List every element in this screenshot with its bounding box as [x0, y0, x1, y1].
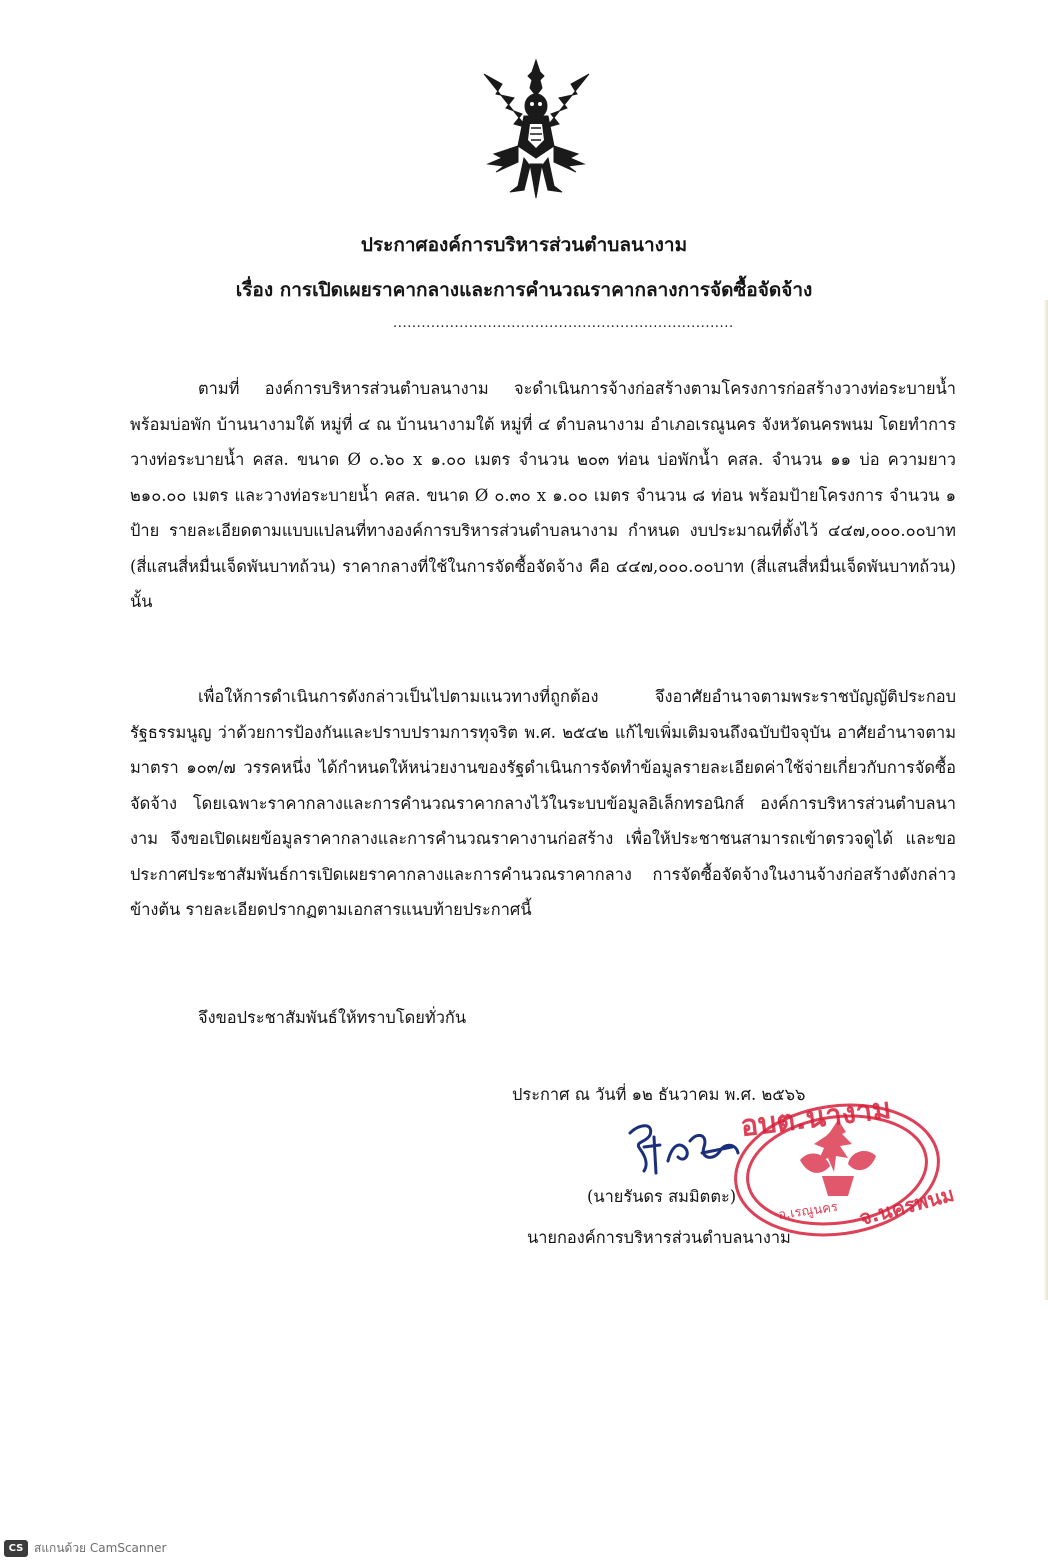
- page-edge-shadow: [1043, 300, 1048, 1300]
- announcement-date: ประกาศ ณ วันที่ ๑๒ ธันวาคม พ.ศ. ๒๕๖๖: [512, 1085, 806, 1104]
- announcement-title: ประกาศองค์การบริหารส่วนตำบลนางาม: [360, 234, 688, 256]
- paragraph-2-text: เพื่อให้การดำเนินการดังกล่าวเป็นไปตามแนวทางที่ถูกต้อง จึงอาศัยอำนาจตามพระราชบัญญัติประกอบรัฐธรรมนูญ ว่าด้วยการป้องกันและปราบปรามการทุจริต พ.ศ. ๒๕๔๒ แก้ไขเพิ่มเติมจนถึงฉบับปัจจุบัน อาศัยอำนาจตามมาตรา ๑๐๓/๗ วรรคหนึ่ง ได้กำหนดให้หน่วยงานของรัฐดำเนินการจัดทำข้อมูลรายละเอียดค่าใช้จ่ายเกี่ยวกับการจัดซื้อจัดจ้าง โดยเฉพาะราคากลางและการคำนวณราคากลางไว้ในระบบข้อมูลอิเล็กทรอนิกส์ องค์การบริหารส่วนตำบลนางาม จึงขอเปิดเผยข้อมูลราคากลางและการคำนวณราคางานก่อสร้าง เพื่อให้ประชาชนสามารถเข้าตรวจดูได้ และขอประกาศประชาสัมพันธ์การเปิดเผยราคากลางและการคำนวณราคากลาง การจัดซื้อจัดจ้างในงานจ้างก่อสร้างดังกล่าวข้างต้น รายละเอียดปรากฏตามเอกสารแนบท้ายประกาศนี้: [130, 687, 956, 919]
- stamp-org-text: อบต.นางาม: [738, 1090, 893, 1144]
- camscanner-logo-icon: CS: [4, 1540, 28, 1557]
- camscanner-watermark-text: สแกนด้วย CamScanner: [34, 1540, 167, 1555]
- stamp-province-text: จ.นครพนม: [856, 1181, 957, 1231]
- stamp-district-text: อ.เรณูนคร: [777, 1199, 839, 1224]
- garuda-emblem-icon: [474, 54, 599, 204]
- paragraph-1: [130, 371, 956, 620]
- paragraph-1-text: ตามที่ องค์การบริหารส่วนตำบลนางาม จะดำเนินการจ้างก่อสร้างตามโครงการก่อสร้างวางท่อระบายน้ำพร้อมบ่อพัก บ้านนางามใต้ หมู่ที่ ๔ ณ บ้านนางามใต้ หมู่ที่ ๔ ตำบลนางาม อำเภอเรณูนคร จังหวัดนครพนม โดยทำการวางท่อระบายน้ำ คสล. ขนาด Ø ๐.๖๐ x ๑.๐๐ เมตร จำนวน ๒๐๓ ท่อน บ่อพักน้ำ คสล. จำนวน ๑๑ บ่อ ความยาว ๒๑๐.๐๐ เมตร และวางท่อระบายน้ำ คสล. ขนาด Ø ๐.๓๐ x ๑.๐๐ เมตร จำนวน ๘ ท่อน พร้อมป้ายโครงการ จำนวน ๑ ป้าย รายละเอียดตามแบบแปลนที่ทางองค์การบริหารส่วนตำบลนางาม กำหนด งบประมาณที่ตั้งไว้ ๔๔๗,๐๐๐.๐๐บาท (สี่แสนสี่หมื่นเจ็ดพันบาทถ้วน) ราคากลางที่ใช้ในการจัดซื้อจัดจ้าง คือ ๔๔๗,๐๐๐.๐๐บาท (สี่แสนสี่หมื่นเจ็ดพันบาทถ้วน) นั้น: [130, 379, 956, 611]
- signer-name: (นายรันดร สมมิตตะ): [587, 1187, 737, 1206]
- title-separator: ........................................................................: [393, 316, 734, 331]
- paragraph-2: [130, 679, 956, 928]
- closing-line: จึงขอประชาสัมพันธ์ให้ทราบโดยทั่วกัน: [198, 1008, 467, 1027]
- announcement-subject: เรื่อง การเปิดเผยราคากลางและการคำนวณราคากลางการจัดซื้อจัดจ้าง: [235, 279, 813, 301]
- signer-position: นายกองค์การบริหารส่วนตำบลนางาม: [527, 1228, 791, 1247]
- camscanner-watermark: [4, 1538, 166, 1558]
